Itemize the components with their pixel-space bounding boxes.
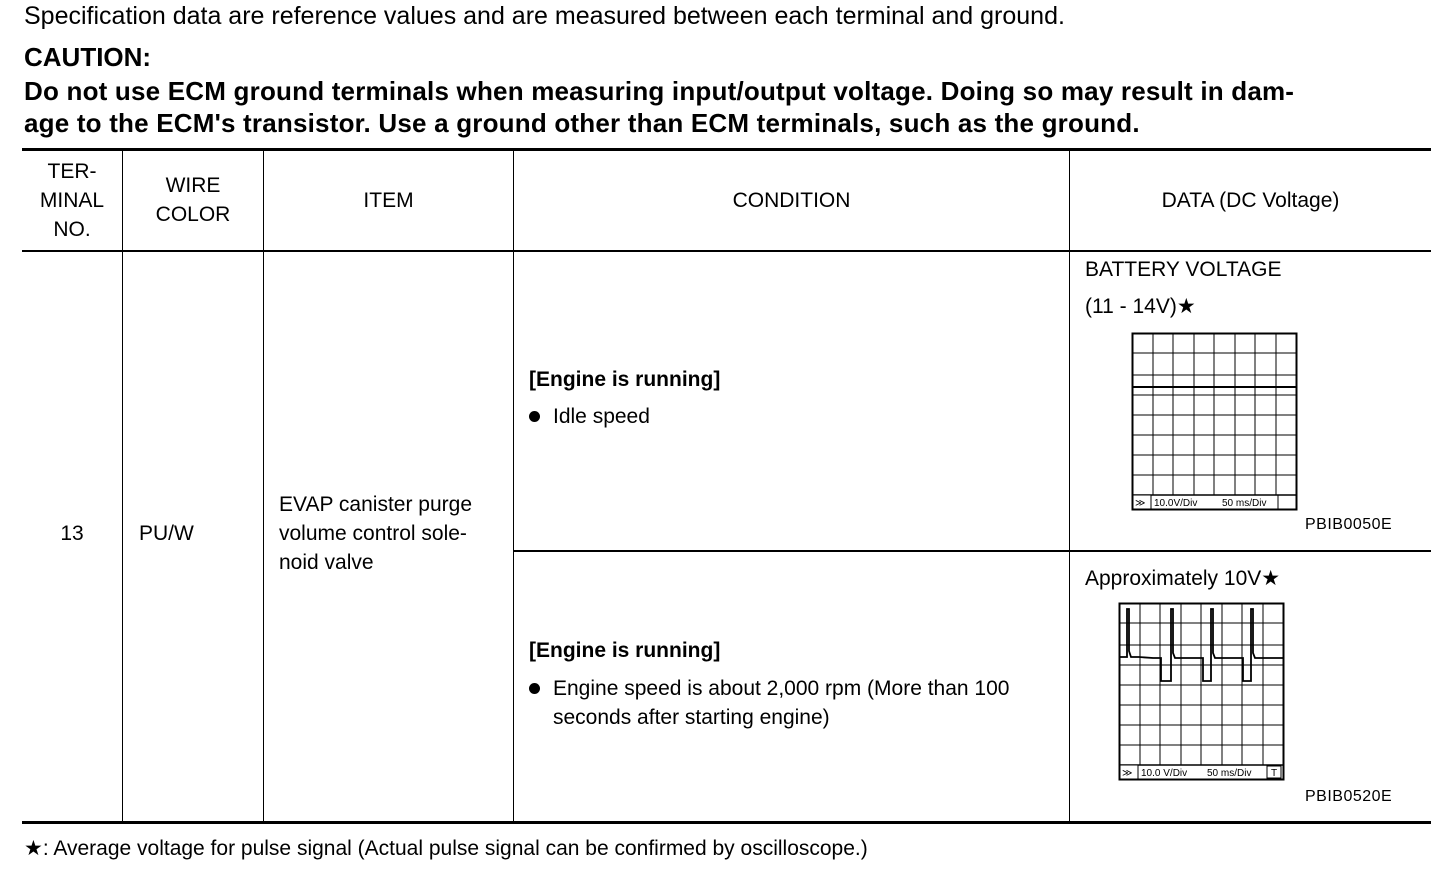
terminal-number: 13 — [60, 522, 84, 545]
intro-text: Specification data are reference values and are measured between each terminal and ground. — [24, 2, 1065, 30]
item-line: EVAP canister purge — [279, 493, 472, 516]
oscilloscope-waveform-1 — [1130, 331, 1300, 513]
data-value-label — [1085, 566, 1280, 591]
header-terminal-line: NO. — [53, 217, 91, 241]
header-terminal-line: TER- — [47, 159, 97, 183]
header-item: ITEM — [363, 188, 414, 212]
column-divider — [513, 150, 514, 822]
star-icon: ★ — [1261, 567, 1281, 590]
header-terminal-no — [22, 150, 122, 250]
caution-heading: CAUTION: — [24, 42, 152, 72]
caution-line-1: Do not use ECM ground terminals when measuring input/output voltage. Doing so may result in dam- — [24, 76, 1295, 106]
header-wire-line: COLOR — [155, 203, 231, 226]
header-wire-line: WIRE — [165, 174, 221, 197]
table-bottom-rule — [22, 821, 1431, 824]
header-condition: CONDITION — [732, 188, 851, 212]
data-value-range — [1085, 294, 1196, 319]
caution-text — [24, 75, 1430, 139]
condition-bullet — [529, 674, 1064, 732]
scope-volts-per-div: 10.0 V/Div — [1141, 768, 1188, 779]
bullet-dot — [529, 411, 540, 422]
bullet-text: Idle speed — [553, 405, 650, 428]
column-divider — [122, 150, 123, 822]
scope-volts-per-div: 10.0V/Div — [1154, 498, 1198, 509]
header-data: DATA (DC Voltage) — [1161, 188, 1340, 212]
header-wire-color — [123, 150, 263, 250]
footnote — [24, 836, 868, 861]
scope-trigger-label: T — [1271, 768, 1278, 779]
bullet-dot — [529, 683, 540, 694]
condition-title: [Engine is running] — [529, 639, 721, 662]
header-bottom-rule — [22, 250, 1431, 252]
scope-time-per-div: 50 ms/Div — [1207, 768, 1252, 779]
row-divider-rule — [513, 550, 1431, 552]
scope-time-per-div: 50 ms/Div — [1222, 498, 1267, 509]
scope-marker: ≫ — [1135, 498, 1146, 509]
data-value-text: Approximately 10V — [1085, 567, 1262, 590]
scope-marker: ≫ — [1122, 768, 1133, 779]
caution-line-2: age to the ECM's transistor. Use a ground other than ECM terminals, such as the ground. — [24, 108, 1140, 138]
condition-title: [Engine is running] — [529, 368, 721, 391]
header-terminal-line: MINAL — [39, 188, 105, 212]
column-divider — [263, 150, 264, 822]
data-value-label: BATTERY VOLTAGE — [1085, 258, 1282, 281]
star-icon: ★ — [24, 837, 43, 860]
wire-color: PU/W — [139, 522, 194, 545]
figure-code: PBIB0050E — [1305, 516, 1393, 533]
condition-bullet — [529, 402, 650, 431]
bullet-text: Engine speed is about 2,000 rpm (More than 100 — [553, 677, 1010, 700]
column-divider — [1069, 150, 1070, 822]
star-icon: ★ — [1176, 295, 1196, 318]
item-line: volume control sole- — [279, 522, 467, 545]
figure-code: PBIB0520E — [1305, 788, 1393, 805]
oscilloscope-waveform-2 — [1117, 601, 1287, 783]
data-value-text: (11 - 14V) — [1085, 295, 1177, 318]
item-line: noid valve — [279, 551, 374, 574]
item-description — [279, 490, 509, 577]
footnote-text: : Average voltage for pulse signal (Actual pulse signal can be confirmed by oscilloscope.) — [42, 837, 868, 860]
bullet-text: seconds after starting engine) — [553, 706, 830, 729]
